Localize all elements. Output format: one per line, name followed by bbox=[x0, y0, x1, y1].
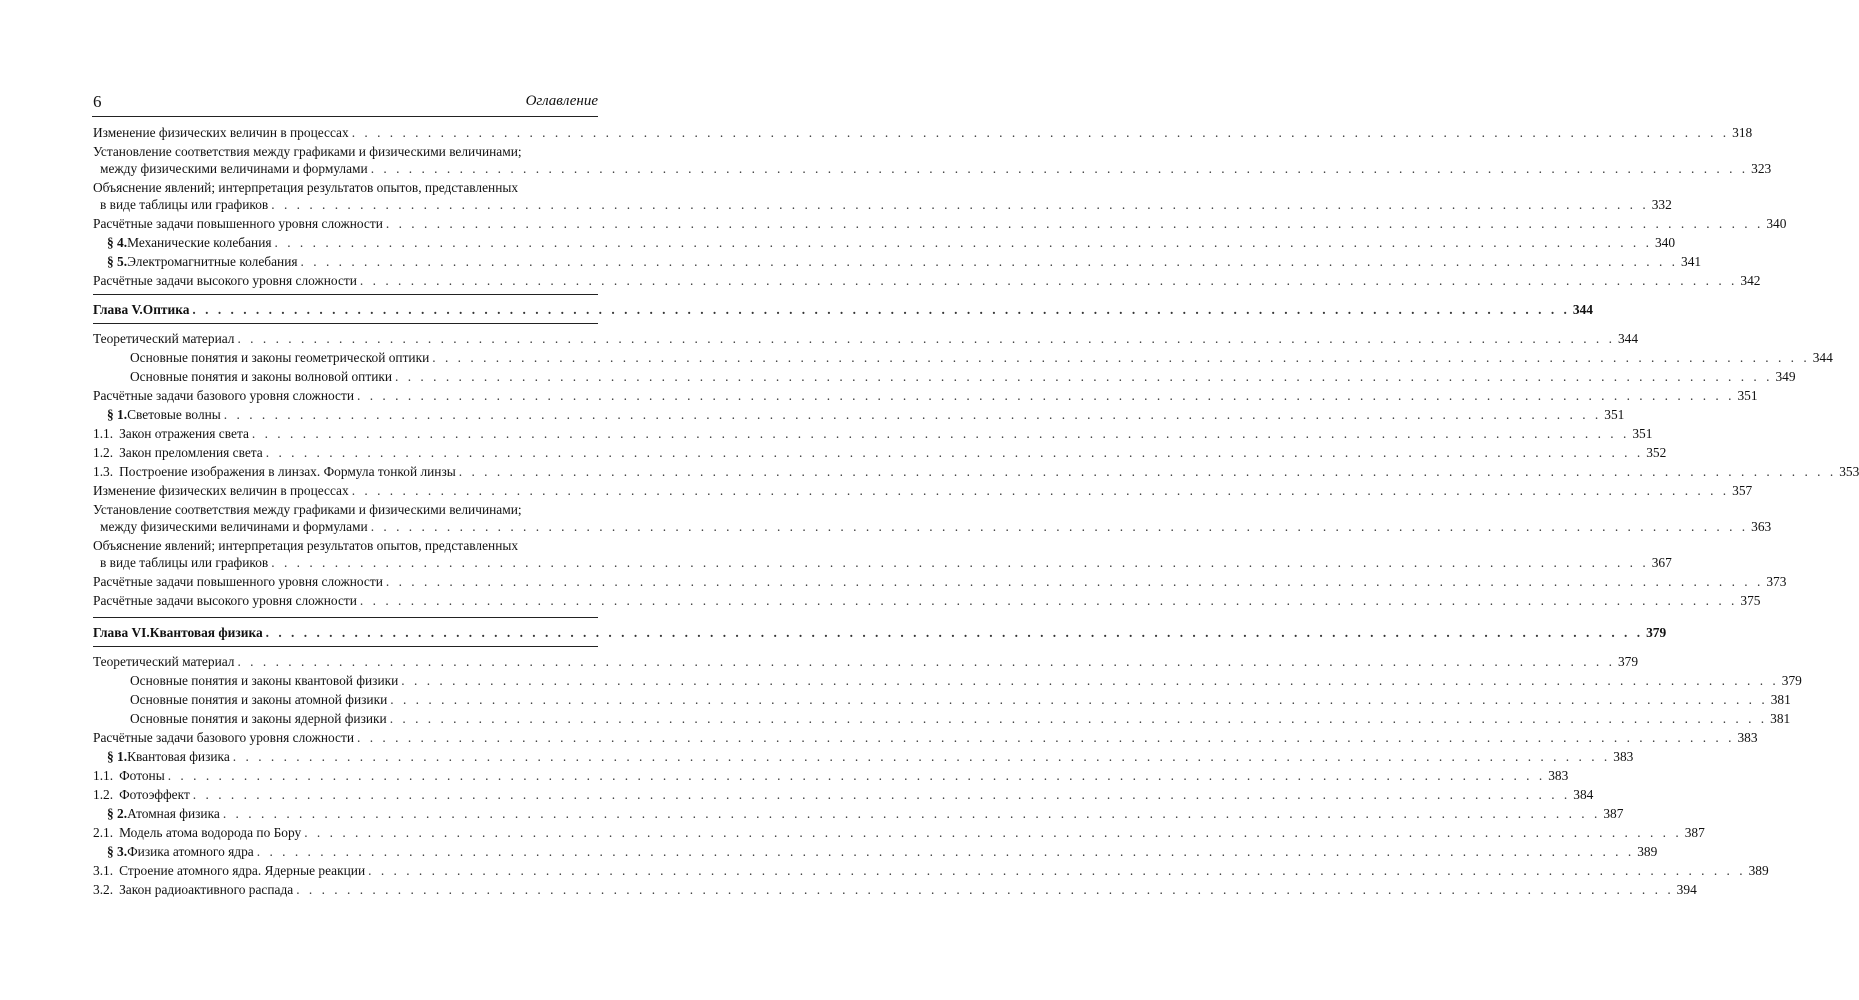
leader-dots bbox=[371, 160, 1748, 177]
toc-entry[interactable] bbox=[93, 748, 1634, 765]
entry-title: Расчётные задачи высокого уровня сложности bbox=[93, 273, 357, 288]
entry-title: Построение изображения в линзах. Формула тонкой линзы bbox=[119, 464, 456, 479]
chapter-5-heading[interactable] bbox=[93, 301, 1593, 318]
page-ref: 381 bbox=[1770, 711, 1791, 726]
entry-title: Фотоны bbox=[119, 768, 165, 783]
entry-title: между физическими величинами и формулами bbox=[100, 161, 368, 176]
entry-title: в виде таблицы или графиков bbox=[100, 555, 269, 570]
subsection-number: 1.1. bbox=[93, 768, 114, 783]
page-ref: 367 bbox=[1651, 555, 1672, 570]
toc-entry[interactable] bbox=[93, 691, 1791, 708]
page-ref: 351 bbox=[1737, 388, 1758, 403]
section-number: § 4. bbox=[107, 235, 128, 250]
toc-entry[interactable] bbox=[93, 862, 1769, 879]
toc-line bbox=[93, 179, 598, 196]
entry-title: Закон радиоактивного распада bbox=[119, 882, 294, 897]
entry-title: Закон преломления света bbox=[119, 445, 263, 460]
leader-dots bbox=[266, 624, 1643, 641]
toc-line bbox=[93, 518, 1772, 535]
toc-line bbox=[93, 843, 1658, 860]
page-ref: 363 bbox=[1751, 519, 1772, 534]
page-ref: 373 bbox=[1766, 574, 1787, 589]
page-ref: 383 bbox=[1548, 768, 1569, 783]
toc-line bbox=[93, 748, 1634, 765]
page-ref: 375 bbox=[1740, 593, 1761, 608]
leader-dots bbox=[368, 862, 1745, 879]
toc-entry[interactable] bbox=[93, 368, 1796, 385]
entry-title: Закон отражения света bbox=[119, 426, 249, 441]
entry-title: Расчётные задачи повышенного уровня сложности bbox=[93, 216, 383, 231]
leader-dots bbox=[168, 767, 1545, 784]
leader-dots bbox=[371, 518, 1748, 535]
toc-entry[interactable] bbox=[93, 537, 1672, 571]
running-title: Оглавление bbox=[525, 93, 598, 109]
toc-line bbox=[93, 387, 1758, 404]
toc-line bbox=[93, 710, 1791, 727]
entry-title: Атомная физика bbox=[127, 806, 220, 821]
entry-title: Объяснение явлений; интерпретация результатов опытов, представленных bbox=[93, 180, 519, 195]
toc-entry[interactable] bbox=[93, 272, 1761, 289]
toc-entry[interactable] bbox=[93, 124, 1753, 141]
toc-line bbox=[93, 406, 1625, 423]
subsection-number: 3.1. bbox=[93, 863, 114, 878]
toc-entry[interactable] bbox=[93, 444, 1667, 461]
toc-line bbox=[93, 573, 1787, 590]
entry-title: Строение атомного ядра. Ядерные реакции bbox=[119, 863, 366, 878]
toc-entry[interactable] bbox=[93, 179, 1672, 213]
toc-entry[interactable] bbox=[93, 573, 1787, 590]
leader-dots bbox=[360, 592, 1737, 609]
leader-dots bbox=[352, 124, 1729, 141]
page-ref: 318 bbox=[1732, 125, 1753, 140]
entry-title: Расчётные задачи базового уровня сложности bbox=[93, 388, 355, 403]
toc-line bbox=[93, 444, 1667, 461]
entry-title: Основные понятия и законы квантовой физики bbox=[130, 673, 399, 688]
toc-entry[interactable] bbox=[93, 253, 1702, 270]
toc-line bbox=[93, 501, 598, 518]
leader-dots bbox=[275, 234, 1652, 251]
toc-line bbox=[93, 672, 1802, 689]
toc-line bbox=[93, 463, 1859, 480]
entry-title: между физическими величинами и формулами bbox=[100, 519, 368, 534]
leader-dots bbox=[237, 330, 1614, 347]
page-ref: 353 bbox=[1839, 464, 1859, 479]
toc-line bbox=[93, 862, 1769, 879]
entry-title: Модель атома водорода по Бору bbox=[119, 825, 302, 840]
toc-line bbox=[93, 215, 1787, 232]
toc-entry[interactable] bbox=[93, 672, 1802, 689]
toc-line bbox=[93, 729, 1758, 746]
toc-entry[interactable] bbox=[93, 143, 1772, 177]
page-ref: 387 bbox=[1684, 825, 1705, 840]
leader-dots bbox=[395, 368, 1772, 385]
toc-line bbox=[93, 368, 1796, 385]
entry-title: Квантовая физика bbox=[127, 749, 230, 764]
toc-entry[interactable] bbox=[93, 425, 1653, 442]
entry-title: Расчётные задачи высокого уровня сложности bbox=[93, 593, 357, 608]
page-ref: 389 bbox=[1748, 863, 1769, 878]
entry-title: Расчётные задачи повышенного уровня сложности bbox=[93, 574, 383, 589]
chapter-number: Глава V. bbox=[93, 302, 143, 317]
leader-dots bbox=[401, 672, 1778, 689]
page-ref: 387 bbox=[1603, 806, 1624, 821]
chapter-separator bbox=[93, 646, 598, 647]
table-of-contents bbox=[93, 124, 1859, 900]
page-ref: 381 bbox=[1770, 692, 1791, 707]
entry-title: Основные понятия и законы волновой оптики bbox=[130, 369, 393, 384]
toc-line bbox=[93, 234, 1676, 251]
page-ref: 379 bbox=[1781, 673, 1802, 688]
leader-dots bbox=[360, 272, 1737, 289]
toc-line bbox=[93, 124, 1753, 141]
toc-line bbox=[93, 824, 1705, 841]
section-number: § 5. bbox=[107, 254, 128, 269]
entry-title: Физика атомного ядра bbox=[127, 844, 254, 859]
page-ref: 342 bbox=[1740, 273, 1761, 288]
chapter-5-entries bbox=[93, 330, 1859, 609]
page-ref: 351 bbox=[1604, 407, 1625, 422]
chapter-separator bbox=[93, 294, 598, 295]
subsection-number: 1.3. bbox=[93, 464, 114, 479]
toc-entry[interactable] bbox=[93, 215, 1787, 232]
page-ref: 332 bbox=[1651, 197, 1672, 212]
page-ref: 389 bbox=[1637, 844, 1658, 859]
toc-entry[interactable] bbox=[93, 330, 1639, 347]
leader-dots bbox=[352, 482, 1729, 499]
entry-title: Расчётные задачи базового уровня сложности bbox=[93, 730, 355, 745]
toc-line bbox=[93, 330, 1639, 347]
entry-title: Изменение физических величин в процессах bbox=[93, 125, 349, 140]
page-ref: 379 bbox=[1646, 625, 1667, 640]
toc-entry[interactable] bbox=[93, 729, 1758, 746]
entry-title: Основные понятия и законы атомной физики bbox=[130, 692, 388, 707]
entry-title: Основные понятия и законы ядерной физики bbox=[130, 711, 387, 726]
toc-line bbox=[93, 691, 1791, 708]
page-ref: 344 bbox=[1812, 350, 1833, 365]
toc-line bbox=[93, 592, 1761, 609]
toc-line bbox=[93, 881, 1697, 898]
toc-line bbox=[93, 482, 1753, 499]
leader-dots bbox=[237, 653, 1614, 670]
toc-entry[interactable] bbox=[93, 349, 1833, 366]
toc-line bbox=[93, 160, 1772, 177]
toc-entry[interactable] bbox=[93, 501, 1772, 535]
leader-dots bbox=[390, 691, 1767, 708]
page-ref: 340 bbox=[1766, 216, 1787, 231]
leader-dots bbox=[459, 463, 1836, 480]
subsection-number: 1.2. bbox=[93, 787, 114, 802]
toc-line bbox=[93, 425, 1653, 442]
section-number: § 1. bbox=[107, 749, 128, 764]
toc-line bbox=[93, 143, 598, 160]
entry-title: Изменение физических величин в процессах bbox=[93, 483, 349, 498]
leader-dots bbox=[390, 710, 1767, 727]
page-ref: 323 bbox=[1751, 161, 1772, 176]
entry-title: Теоретический материал bbox=[93, 331, 235, 346]
toc-entry[interactable] bbox=[93, 463, 1859, 480]
entry-title: Световые волны bbox=[127, 407, 221, 422]
toc-block-continued bbox=[93, 124, 1787, 289]
entry-title: Механические колебания bbox=[127, 235, 272, 250]
toc-entry[interactable] bbox=[93, 767, 1569, 784]
page-ref: 383 bbox=[1613, 749, 1634, 764]
leader-dots bbox=[271, 196, 1648, 213]
entry-title: Установление соответствия между графиками и физическими величинами; bbox=[93, 144, 522, 159]
toc-entry[interactable] bbox=[93, 592, 1761, 609]
leader-dots bbox=[386, 215, 1763, 232]
section-number: § 1. bbox=[107, 407, 128, 422]
leader-dots bbox=[223, 805, 1600, 822]
leader-dots bbox=[357, 729, 1734, 746]
toc-entry[interactable] bbox=[93, 843, 1658, 860]
toc-line bbox=[93, 767, 1569, 784]
page-ref: 351 bbox=[1632, 426, 1653, 441]
chapter-6-entries bbox=[93, 653, 1802, 898]
page-ref: 344 bbox=[1572, 302, 1593, 317]
toc-entry[interactable] bbox=[93, 786, 1594, 803]
chapter-title: Оптика bbox=[142, 302, 190, 317]
leader-dots bbox=[301, 253, 1678, 270]
leader-dots bbox=[271, 554, 1648, 571]
chapter-number: Глава VI. bbox=[93, 625, 150, 640]
entry-title: Установление соответствия между графиками и физическими величинами; bbox=[93, 502, 522, 517]
chapter-title: Квантовая физика bbox=[149, 625, 263, 640]
chapter-separator bbox=[93, 323, 598, 324]
page-ref: 344 bbox=[1617, 331, 1639, 346]
page-ref: 349 bbox=[1775, 369, 1796, 384]
leader-dots bbox=[193, 786, 1570, 803]
toc-entry[interactable] bbox=[93, 387, 1758, 404]
toc-entry[interactable] bbox=[93, 805, 1624, 822]
leader-dots bbox=[432, 349, 1809, 366]
toc-line bbox=[93, 253, 1702, 270]
subsection-number: 1.1. bbox=[93, 426, 114, 441]
subsection-number: 2.1. bbox=[93, 825, 114, 840]
entry-title: Объяснение явлений; интерпретация результатов опытов, представленных bbox=[93, 538, 519, 553]
page-ref: 384 bbox=[1573, 787, 1594, 802]
toc-line bbox=[93, 805, 1624, 822]
page-ref: 379 bbox=[1617, 654, 1639, 669]
toc-entry[interactable] bbox=[93, 881, 1697, 898]
page-ref: 383 bbox=[1737, 730, 1758, 745]
toc-line bbox=[93, 537, 598, 554]
leader-dots bbox=[192, 301, 1569, 318]
chapter-6-heading[interactable] bbox=[93, 624, 1667, 641]
toc-line bbox=[93, 196, 1672, 213]
leader-dots bbox=[296, 881, 1673, 898]
leader-dots bbox=[357, 387, 1734, 404]
entry-title: Электромагнитные колебания bbox=[127, 254, 298, 269]
page-ref: 341 bbox=[1681, 254, 1702, 269]
header-rule bbox=[92, 116, 598, 117]
toc-entry[interactable] bbox=[93, 406, 1625, 423]
leader-dots bbox=[233, 748, 1610, 765]
toc-line bbox=[93, 554, 1672, 571]
toc-entry[interactable] bbox=[93, 710, 1791, 727]
page-ref: 357 bbox=[1732, 483, 1753, 498]
toc-line bbox=[93, 786, 1594, 803]
leader-dots bbox=[257, 843, 1634, 860]
section-number: § 2. bbox=[107, 806, 128, 821]
leader-dots bbox=[266, 444, 1643, 461]
chapter-separator bbox=[93, 617, 598, 618]
toc-entry[interactable] bbox=[93, 482, 1753, 499]
entry-title: Основные понятия и законы геометрической оптики bbox=[130, 350, 430, 365]
leader-dots bbox=[252, 425, 1629, 442]
toc-entry[interactable] bbox=[93, 234, 1676, 251]
leader-dots bbox=[304, 824, 1681, 841]
entry-title: Теоретический материал bbox=[93, 654, 235, 669]
leader-dots bbox=[386, 573, 1763, 590]
subsection-number: 3.2. bbox=[93, 882, 114, 897]
toc-entry[interactable] bbox=[93, 653, 1639, 670]
page-ref: 352 bbox=[1646, 445, 1667, 460]
entry-title: Фотоэффект bbox=[119, 787, 190, 802]
page-ref: 394 bbox=[1676, 882, 1697, 897]
leader-dots bbox=[224, 406, 1601, 423]
toc-line bbox=[93, 272, 1761, 289]
toc-line bbox=[93, 349, 1833, 366]
entry-title: в виде таблицы или графиков bbox=[100, 197, 269, 212]
toc-entry[interactable] bbox=[93, 824, 1705, 841]
subsection-number: 1.2. bbox=[93, 445, 114, 460]
page-number: 6 bbox=[93, 92, 102, 111]
page-ref: 340 bbox=[1654, 235, 1676, 250]
toc-line bbox=[93, 653, 1639, 670]
section-number: § 3. bbox=[107, 844, 128, 859]
